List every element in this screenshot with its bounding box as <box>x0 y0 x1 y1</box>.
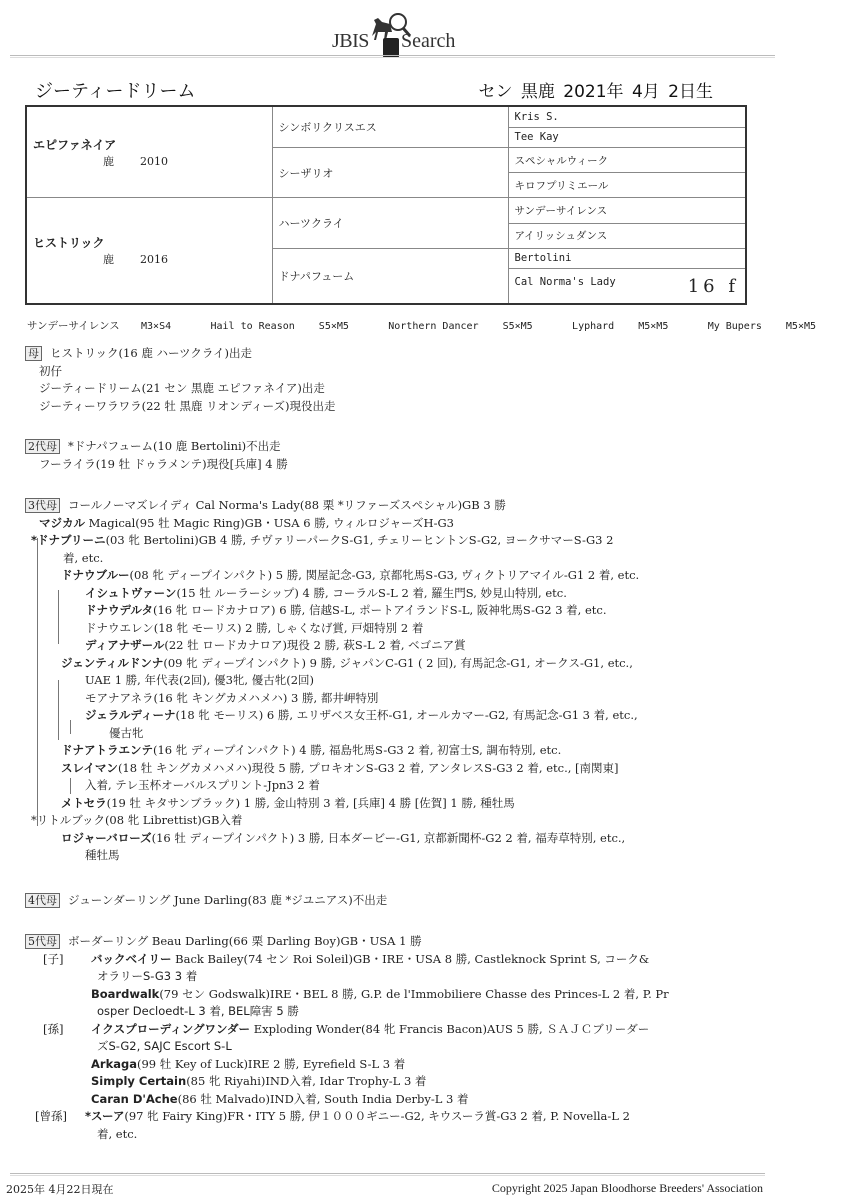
descendant-row: 種牡馬 <box>85 848 120 862</box>
descendant-row: ドナアトラエンテ(16 牝 ディープインパクト) 4 勝, 福島牝馬S-G3 2 着, 初富士S, 調布特別, etc. <box>61 743 562 757</box>
dam3-tag: 3代母 <box>25 498 60 513</box>
descendant-row: Arkaga(99 牡 Key of Luck)IRE 2 勝, Eyrefield S-L 3 着 <box>91 1056 406 1071</box>
descendant-row: モアナアネラ(16 牝 キングカメハメハ) 3 勝, 都井岬特別 <box>85 690 379 705</box>
gen3-8-cell <box>508 269 746 304</box>
descendant-row: Boardwalk(79 セン Godswalk)IRE・BEL 8 勝, G.P. de l'Immobiliere Chasse des Princes-L 2 着, P. Pr <box>91 986 669 1001</box>
dam5-head: ボーダーリング Beau Darling(66 栗 Darling Boy)GB・USA 1 勝 <box>68 934 422 948</box>
descendant-row: ロジャーバローズ(16 牡 ディープインパクト) 3 勝, 日本ダービー-G1, 京都新聞杯-G2 2 着, 福寿草特別, etc., <box>61 830 626 845</box>
dam5-section <box>25 933 669 1143</box>
dam-line: 初仔 <box>39 363 62 378</box>
inbreeding-list <box>27 318 852 333</box>
greatgrandchild-label: [曾孫] <box>35 1109 67 1123</box>
dam3-section <box>25 497 639 865</box>
inbreeding-item: Lyphard M5×M5 <box>572 321 669 332</box>
descendant-row: ドナウデルタ(16 牝 ロードカナロア) 6 勝, 信越S-L, ポートアイランドS-L, 阪神牝馬S-G2 3 着, etc. <box>85 603 607 617</box>
descendant-row: *リトルブック(08 牝 Librettist)GB入着 <box>31 813 243 827</box>
horse-meta: セン 黒鹿 2021年 4月 2日生 <box>478 82 713 102</box>
descendant-row: Simply Certain(85 牝 Riyahi)IND入着, Idar Trophy-L 3 着 <box>91 1074 427 1088</box>
sire-year: 2010 <box>140 154 168 168</box>
descendant-row: Caran D'Ache(86 牡 Malvado)IND入着, South India Derby-L 3 着 <box>91 1091 469 1106</box>
gen3-8[interactable]: Cal Norma's Lady <box>514 275 616 288</box>
pedigree-table <box>25 105 747 305</box>
dam5-tag: 5代母 <box>25 934 60 949</box>
descendant-row: ドナウエレン(18 牝 モーリス) 2 勝, しゃくなげ賞, 戸畑特別 2 着 <box>85 620 424 635</box>
gen3-7[interactable]: Bertolini <box>508 248 746 268</box>
dam2-tag: 2代母 <box>25 439 60 454</box>
descendant-row: ドナウブルー(08 牝 ディープインパクト) 5 勝, 関屋記念-G3, 京都牝馬S-G3, ヴィクトリアマイル-G1 2 着, etc. <box>61 568 640 582</box>
gen3-1[interactable]: Kris S. <box>508 106 746 127</box>
descendant-row: イシュトヴァーン(15 牡 ルーラーシップ) 4 勝, コーラルS-L 2 着, 羅生門S, 妙見山特別, etc. <box>85 585 567 600</box>
gen3-6[interactable]: アイリッシュダンス <box>508 223 746 248</box>
dam-color: 鹿 <box>103 253 114 267</box>
descendant-row: メトセラ(19 牡 キタサンブラック) 1 勝, 金山特別 3 着, [兵庫] 4 勝 [佐賀] 1 勝, 種牡馬 <box>61 795 515 810</box>
inbreeding-item: サンデーサイレンス M3×S4 <box>27 320 172 332</box>
descendant-row: [曾孫] *スーア(97 牝 Fairy King)FR・ITY 5 勝, 伊１０００ギニー-G2, キウスーラ賞-G3 2 着, P. Novella-L 2 <box>25 1108 669 1126</box>
gen3-5[interactable]: サンデーサイレンス <box>508 198 746 223</box>
inbreeding-item: My Bupers M5×M5 <box>707 321 817 332</box>
footer-copyright: Copyright 2025 Japan Bloodhorse Breeders' Association <box>491 1181 763 1195</box>
dam-cell <box>26 198 272 304</box>
footer-date: 2025年 4月22日現在 <box>6 1183 114 1196</box>
descendant-row: [孫] イクスプローディングワンダー Exploding Wonder(84 牝 Francis Bacon)AUS 5 勝, ＳＡＪＣブリーダー <box>25 1021 669 1039</box>
dam3-head: コールノーマズレイディ Cal Norma's Lady(88 栗 *リファーズスペシャル)GB 3 勝 <box>68 498 506 512</box>
descendant-row: ズS-G2, SAJC Escort S-L <box>97 1039 232 1053</box>
header-divider <box>10 55 775 58</box>
descendant-row: UAE 1 勝, 年代表(2回), 優3牝, 優古牝(2回) <box>85 673 314 687</box>
descendant-row: ディアナザール(22 牡 ロードカナロア)現役 2 勝, 萩S-L 2 着, ベゴニア賞 <box>85 638 466 652</box>
dam-line: ジーティードリーム(21 セン 黒鹿 エピファネイア)出走 <box>39 381 325 395</box>
descendant-row: 着, etc. <box>97 1126 138 1141</box>
sire-name[interactable]: エピファネイア <box>33 137 117 152</box>
descendant-row: ジェラルディーナ(18 牝 モーリス) 6 勝, エリザベス女王杯-G1, オールカマー-G2, 有馬記念-G1 3 着, etc., <box>85 708 638 722</box>
dam2-line: フーライラ(19 牡 ドゥラメンテ)現役[兵庫] 4 勝 <box>39 456 288 471</box>
logo-search-text: Search <box>401 30 456 52</box>
dam-year: 2016 <box>140 253 168 267</box>
jbis-search-logo[interactable] <box>328 10 463 54</box>
dam2-section <box>25 438 288 473</box>
child-label: [子] <box>43 951 64 966</box>
descendant-row: オラリーS-G3 3 着 <box>97 969 198 983</box>
family-number: 16 f <box>687 275 739 297</box>
descendant-row: *ドナブリーニ(03 牝 Bertolini)GB 4 勝, チヴァリーパークS-G1, チェリーヒントンS-G2, ヨークサマーS-G3 2 <box>31 533 614 547</box>
dam4-section <box>25 892 387 910</box>
sire-cell <box>26 106 272 198</box>
dam-section <box>25 345 336 415</box>
sire-dam[interactable]: シーザリオ <box>272 148 508 198</box>
gen3-2[interactable]: Tee Kay <box>508 127 746 147</box>
grandchild-label: [孫] <box>43 1021 64 1036</box>
dam-line: ジーティーワラワラ(22 牡 黒鹿 リオンディーズ)現役出走 <box>39 398 336 413</box>
sire-sire[interactable]: シンボリクリスエス <box>272 106 508 148</box>
dam-name[interactable]: ヒストリック <box>33 236 105 251</box>
descendant-row: 着, etc. <box>63 550 104 565</box>
descendant-row: [子] バックベイリー Back Bailey(74 セン Roi Soleil)GB・IRE・USA 8 勝, Castleknock Sprint S, コーク& <box>25 951 669 969</box>
inbreeding-item: Northern Dancer S5×M5 <box>388 321 533 332</box>
sire-color: 鹿 <box>103 154 114 168</box>
dam-sire[interactable]: ハーツクライ <box>272 198 508 248</box>
descendant-row: ジェンティルドンナ(09 牝 ディープインパクト) 9 勝, ジャパンC-G1 ( 2 回), 有馬記念-G1, オークス-G1, etc., <box>61 655 633 670</box>
footer-divider <box>10 1173 765 1176</box>
descendant-row: マジカル Magical(95 牡 Magic Ring)GB・USA 6 勝, ウィルロジャーズH-G3 <box>39 515 454 530</box>
dam-tag: 母 <box>25 346 42 361</box>
gen3-3[interactable]: スペシャルウィーク <box>508 148 746 173</box>
descendant-row: osper Decloedt-L 3 着, BEL障害 5 勝 <box>97 1004 299 1018</box>
dam-head: ヒストリック(16 鹿 ハーツクライ)出走 <box>50 346 253 360</box>
dam-dam[interactable]: ドナパフューム <box>272 248 508 304</box>
dam2-head: *ドナパフューム(10 鹿 Bertolini)不出走 <box>68 439 281 453</box>
dam4-tag: 4代母 <box>25 893 60 908</box>
descendant-row: スレイマン(18 牡 キングカメハメハ)現役 5 勝, プロキオンS-G3 2 着, アンタレスS-G3 2 着, etc., [南関東] <box>61 760 619 775</box>
horse-name: ジーティードリーム <box>35 81 196 102</box>
inbreeding-item: Hail to Reason S5×M5 <box>210 321 349 332</box>
dam4-head: ジューンダーリング June Darling(83 鹿 *ジユニアス)不出走 <box>68 893 388 907</box>
descendant-row: 入着, テレ玉杯オーバルスプリント-Jpn3 2 着 <box>85 778 320 792</box>
gen3-4[interactable]: キロフプリミエール <box>508 173 746 198</box>
logo-jbis-text: JBIS <box>332 30 369 52</box>
descendant-row: 優古牝 <box>109 725 144 740</box>
